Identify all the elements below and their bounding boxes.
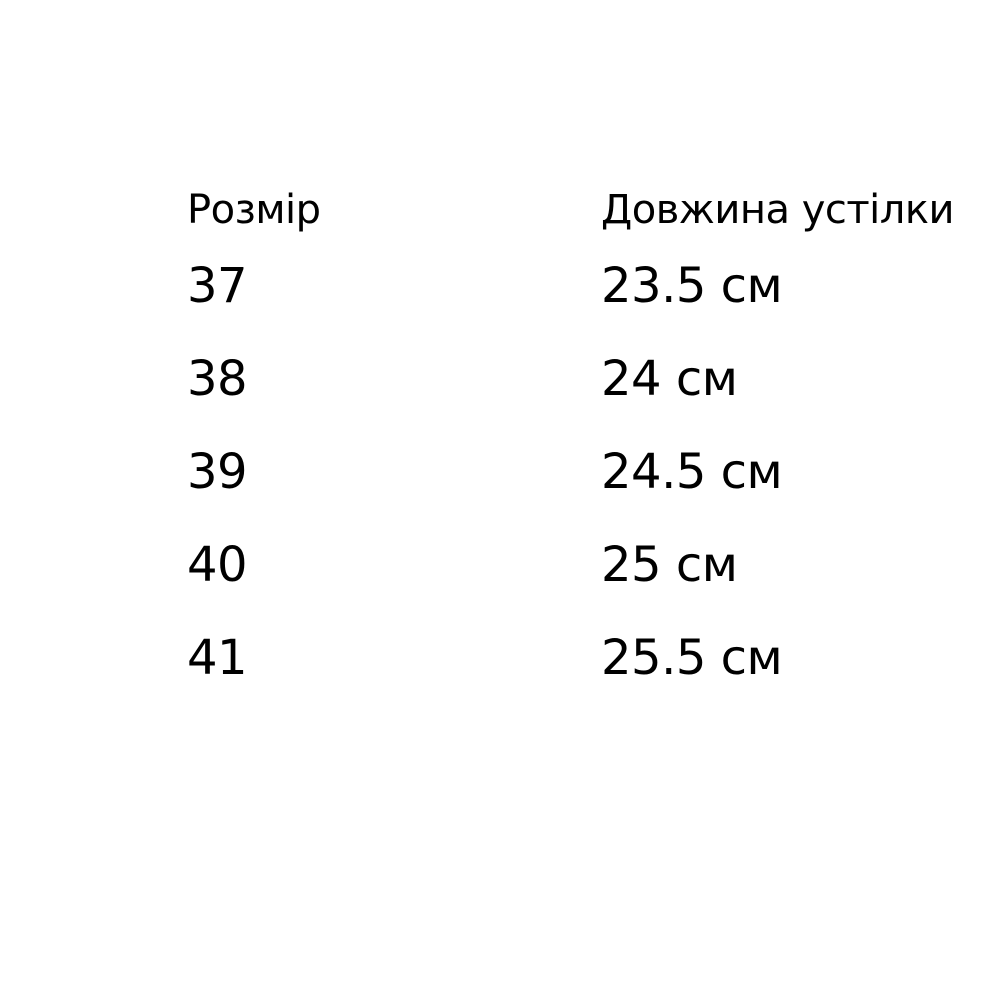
column-header-size: Розмір (187, 187, 321, 233)
size-cell: 41 (187, 630, 248, 686)
size-cell: 40 (187, 537, 248, 593)
size-cell: 39 (187, 444, 248, 500)
insole-length-cell: 25.5 см (601, 630, 783, 686)
insole-length-cell: 23.5 см (601, 258, 783, 314)
insole-length-cell: 25 см (601, 537, 738, 593)
column-header-insole-length: Довжина устілки (601, 187, 955, 233)
size-cell: 38 (187, 351, 248, 407)
size-cell: 37 (187, 258, 248, 314)
insole-length-cell: 24.5 см (601, 444, 783, 500)
insole-length-cell: 24 см (601, 351, 738, 407)
size-table (187, 187, 955, 727)
